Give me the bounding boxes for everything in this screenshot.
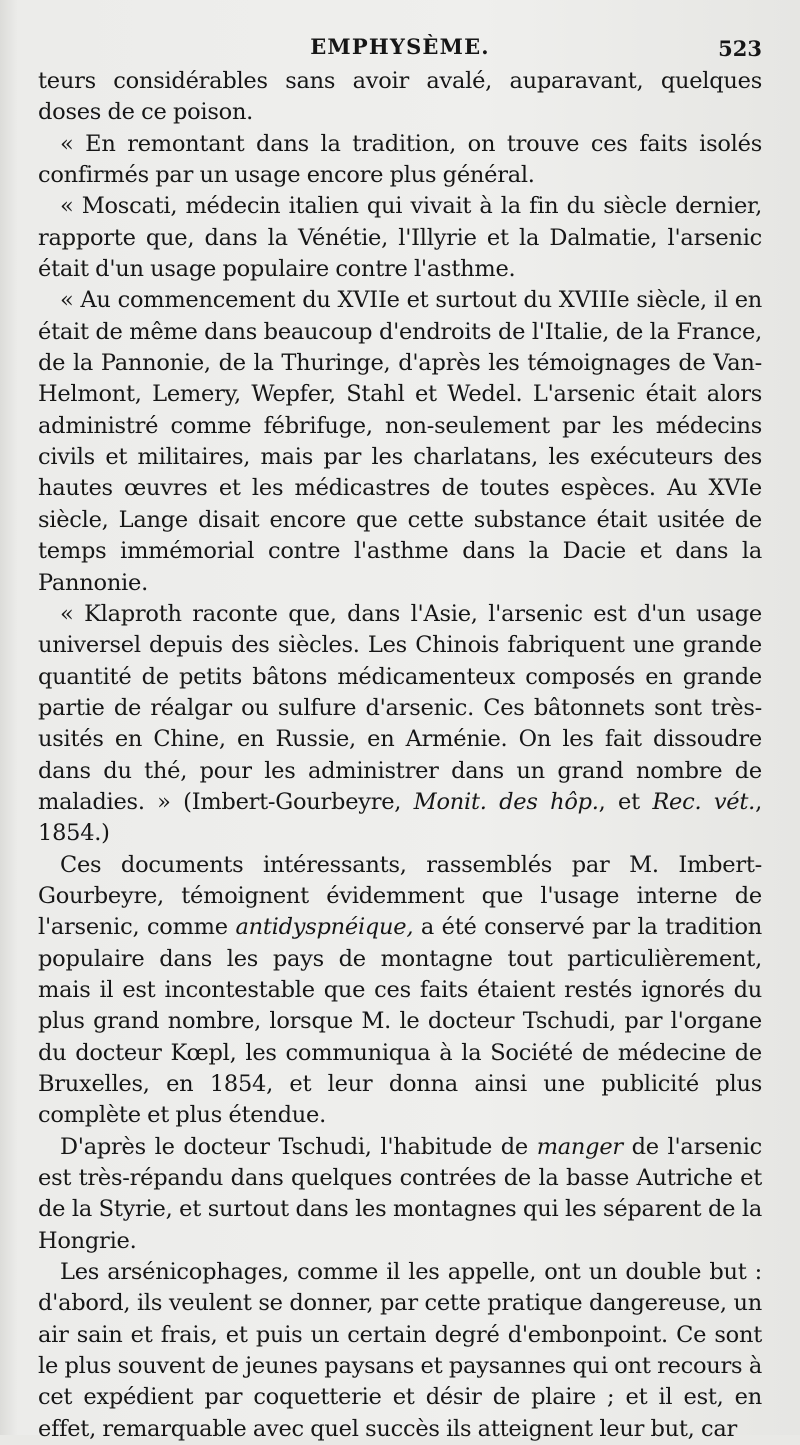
text-run: , 1854.) <box>38 788 762 847</box>
italic-text: Monit. des hôp. <box>413 788 599 815</box>
text-run: « Klaproth raconte que, dans l'Asie, l'arsenic est d'un usage universel depuis des siècles. Les Chinois fabriquent une grande quantité de petits bâtons médicamenteux composés en grande partie de réalgar ou sulfure d'arsenic. Ces bâtonnets sont très-usités en Chine, en Russie, en Arménie. On les fait dissoudre dans du thé, pour les administrer dans un grand nombre de maladies. » (Imbert-Gourbeyre, <box>38 600 762 815</box>
paragraph <box>38 191 762 285</box>
italic-text: manger <box>536 1133 623 1160</box>
page-header <box>38 26 762 66</box>
paragraph <box>38 1132 762 1257</box>
text-run: a été conservé par la tradition populaire dans les pays de montagne tout particulièrement, mais il est incontestable que ces faits étaient restés ignorés du plus grand nombre, lorsque M. le docteur Tschudi, par l'organe du docteur Kœpl, les communiqua à la Société de médecine de Bruxelles, en 1854, et leur donna ainsi une publicité plus complète et plus étendue. <box>38 914 762 1129</box>
text-run: Ces documents intéressants, rassemblés par M. Imbert-Gourbeyre, témoignent évidemment que l'usage interne de l'arsenic, comme <box>38 851 762 941</box>
page-number: 523 <box>718 36 762 61</box>
text-run: D'après le docteur Tschudi, l'habitude de <box>60 1133 537 1160</box>
italic-text: antidyspnéique, <box>235 914 414 941</box>
paragraph <box>38 66 762 129</box>
text-run: teurs considérables sans avoir avalé, auparavant, quelques doses de ce poison. <box>38 68 762 126</box>
text-run: , et <box>598 788 653 815</box>
text-run: Les arsénicophages, comme il les appelle, ont un double but : d'abord, ils veulent se donner, par cette pratique dangereuse, un air sain et frais, et puis un certain degré d'embonpoint. Ce sont le plus souvent de jeunes paysans et paysannes qui ont recours à cet expédient par coquetterie et désir de plaire ; et il est, en effet, remarquable avec quel succès ils atteignent leur but, car <box>38 1259 762 1442</box>
italic-text: Rec. vét. <box>652 788 756 815</box>
text-run: de l'arsenic est très-répandu dans quelques contrées de la basse Autriche et de la Styrie, et surtout dans les montagnes qui les séparent de la Hongrie. <box>38 1133 762 1254</box>
paragraph <box>38 850 762 1132</box>
paragraph <box>38 1257 762 1445</box>
body-text <box>38 66 762 1445</box>
text-run: « En remontant dans la tradition, on trouve ces faits isolés confirmés par un usage encore plus général. <box>38 130 762 189</box>
running-title: EMPHYSÈME. <box>310 34 490 59</box>
paragraph <box>38 285 762 598</box>
paragraph <box>38 599 762 850</box>
text-run: « Au commencement du XVIIe et surtout du XVIIIe siècle, il en était de même dans beaucoup d'endroits de l'Italie, de la France, de la Pannonie, de la Thuringe, d'après les témoignages de Van-Helmont, Lemery, Wepfer, Stahl et Wedel. L'arsenic était alors administré comme fébrifuge, non-seulement par les médecins civils et militaires, mais par les charlatans, les exécuteurs des hautes œuvres et les médicastres de toutes espèces. Au XVIe siècle, Lange disait encore que cette substance était usitée de temps immémorial contre l'asthme dans la Dacie et dans la Pannonie. <box>38 287 762 596</box>
text-run: « Moscati, médecin italien qui vivait à la fin du siècle dernier, rapporte que, dans la Vénétie, l'Illyrie et la Dalmatie, l'arsenic était d'un usage populaire contre l'asthme. <box>38 193 762 283</box>
paragraph <box>38 129 762 192</box>
